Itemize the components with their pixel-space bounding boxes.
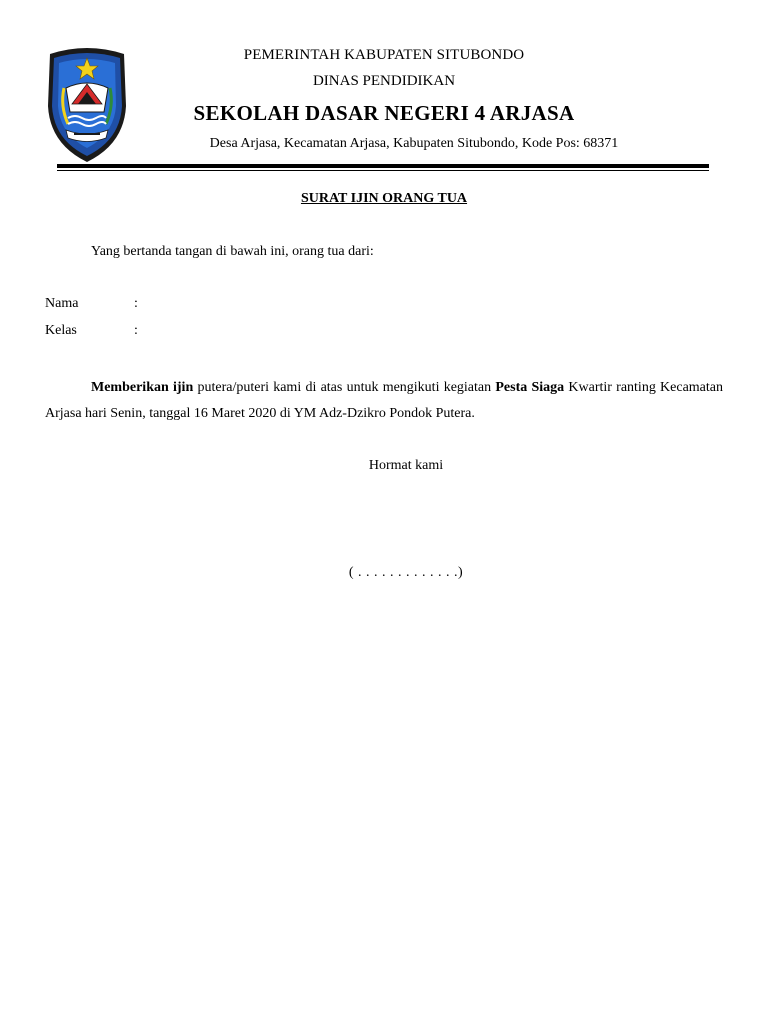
- letterhead-government: PEMERINTAH KABUPATEN SITUBONDO: [243, 47, 525, 63]
- intro-text: Yang bertanda tangan di bawah ini, orang tua dari:: [91, 244, 374, 259]
- field-label-nama: Nama: [45, 296, 79, 311]
- letterhead-department: DINAS PENDIDIKAN: [312, 73, 456, 89]
- document-title: SURAT IJIN ORANG TUA: [300, 191, 468, 206]
- field-colon-nama: :: [134, 296, 138, 311]
- signature-placeholder: ( . . . . . . . . . . . . .): [348, 565, 464, 580]
- permission-text-2: Kwartir ranting Kecamatan Arjasa hari Senin, tanggal 16 Maret 2020 di YM Adz-Dzikro Pondok Putera.: [45, 380, 724, 421]
- field-colon-kelas: :: [134, 323, 138, 338]
- permission-text-1: putera/puteri kami di atas untuk mengikuti kegiatan: [193, 380, 496, 395]
- event-name: Pesta Siaga: [495, 380, 565, 395]
- letterhead-school-name: SEKOLAH DASAR NEGERI 4 ARJASA: [193, 101, 575, 125]
- field-label-kelas: Kelas: [45, 323, 77, 338]
- permission-lead: Memberikan ijin: [91, 380, 194, 395]
- letterhead-divider-thick: [57, 164, 709, 168]
- letterhead-address: Desa Arjasa, Kecamatan Arjasa, Kabupaten Situbondo, Kode Pos: 68371: [209, 136, 619, 151]
- letterhead-divider-thin: [57, 170, 709, 171]
- permission-paragraph: [45, 375, 723, 427]
- closing-salutation: Hormat kami: [368, 458, 444, 473]
